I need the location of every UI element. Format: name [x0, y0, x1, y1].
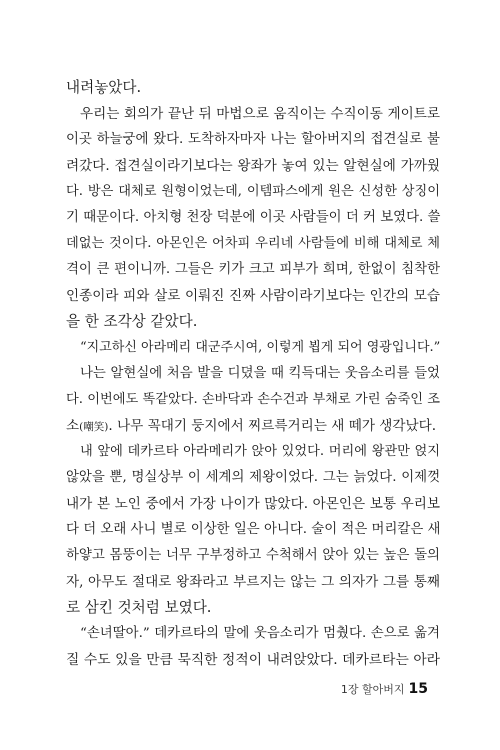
text-line: 우리는 회의가 끝난 뒤 마법으로 움직이는 수직이동 게이트로 [80, 106, 440, 122]
text-line: 이곳 하늘궁에 왔다. 도착하자마자 나는 할아버지의 접견실로 불 [66, 132, 440, 147]
text-line: 질 수도 있을 만큼 묵직한 정적이 내려앉았다. 데카르타는 아라 [66, 652, 440, 668]
text-line: “지고하신 아라메리 대군주시여, 이렇게 뵙게 되어 영광입니다.” [80, 340, 441, 355]
text-line: 데없는 것이다. 아몬인은 어차피 우리네 사람들에 비해 대체로 체 [66, 236, 440, 251]
text-line: 을 한 조각상 같았다. [66, 313, 198, 330]
text-line: 다. 이번에도 똑같았다. 손바닥과 손수건과 부채로 가린 숨죽인 조 [66, 392, 440, 407]
text-line: 로 삼킨 것처럼 보였다. [66, 599, 212, 616]
page-number: 15 [408, 681, 428, 697]
text-line: 나는 알현실에 처음 발을 디뎠을 때 킥득대는 웃음소리를 들었 [80, 366, 440, 381]
hanja-annotation: (嘲笑) [79, 421, 109, 433]
text-line: 내 앞에 데카르타 아라메리가 앉아 있었다. 머리에 왕관만 얹지 [80, 444, 440, 459]
text-line: 다 더 오래 사니 별로 이상한 일은 아니다. 술이 적은 머리칼은 새 [66, 522, 441, 537]
text-line: 않았을 뿐, 명실상부 이 세계의 제왕이었다. 그는 늙었다. 이제껏 [66, 470, 440, 485]
text-fragment: . 나무 꼭대기 둥지에서 찌르륵거리는 새 떼가 생각났다. [108, 418, 437, 434]
text-fragment: 소 [66, 418, 80, 434]
text-line: 내려놓았다. [66, 79, 142, 96]
text-line: 다. 방은 대체로 원형이었는데, 이템파스에게 원은 신성한 상징이 [66, 184, 440, 199]
text-line [66, 416, 440, 437]
text-line: 하얗고 몸뚱이는 너무 구부정하고 수척해서 앉아 있는 높은 돌의 [66, 548, 440, 563]
chapter-title: 1장 할아버지 [340, 683, 405, 696]
text-line: 자, 아무도 절대로 왕좌라고 부르지는 않는 그 의자가 그를 통째 [66, 574, 440, 590]
text-line: 내가 본 노인 중에서 가장 나이가 많았다. 아몬인은 보통 우리보 [66, 496, 440, 512]
text-line: 려갔다. 접견실이라기보다는 왕좌가 놓여 있는 알현실에 가까웠 [66, 158, 440, 174]
text-line: 기 때문이다. 아치형 천장 덕분에 이곳 사람들이 더 커 보였다. 쓸 [66, 210, 441, 225]
text-line: “손녀딸아.” 데카르타의 말에 웃음소리가 멈췄다. 손으로 옮겨 [80, 626, 440, 641]
text-line: 인종이라 피와 살로 이뤄진 진짜 사람이라기보다는 인간의 모습 [66, 288, 440, 304]
text-line: 격이 큰 편이니까. 그들은 키가 크고 피부가 희며, 한없이 침착한 [66, 262, 440, 277]
page-footer [341, 681, 428, 697]
